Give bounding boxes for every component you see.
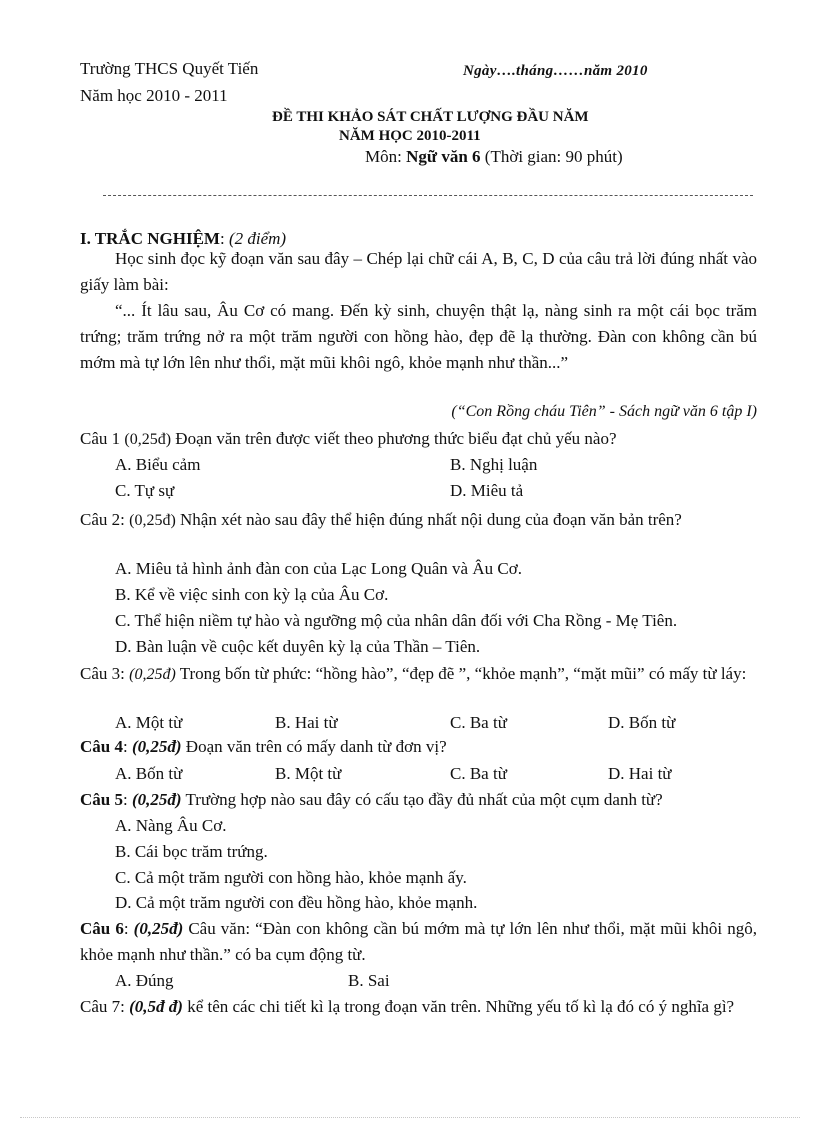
section1-colon: :	[219, 229, 225, 248]
section1-heading: I. TRẮC NGHIỆM	[80, 229, 220, 248]
q2-option-d: D. Bàn luận về cuộc kết duyên kỳ lạ của Thần – Tiên.	[115, 637, 481, 656]
section1-points: (2 điểm)	[224, 229, 287, 248]
q5-option-c: C. Cả một trăm người con hồng hào, khỏe mạnh ấy.	[115, 868, 467, 887]
q2-points: (0,25đ)	[129, 512, 176, 529]
q1-option-d: D. Miêu tả	[450, 481, 524, 500]
header-divider	[103, 195, 753, 196]
q5-option-a: A. Nàng Âu Cơ.	[115, 816, 227, 835]
exam-title-line2: NĂM HỌC 2010-2011	[339, 128, 481, 144]
exam-date: Ngày….tháng……năm 2010	[463, 63, 648, 79]
q4-option-d: D. Hai từ	[608, 764, 672, 783]
page-bottom-border	[20, 1117, 800, 1118]
exam-title-line1: ĐỀ THI KHẢO SÁT CHẤT LƯỢNG ĐẦU NĂM	[272, 109, 589, 125]
q4-text: Đoạn văn trên có mấy danh từ đơn vị?	[181, 737, 447, 756]
q3-points: (0,25đ)	[129, 666, 176, 683]
q4-option-a: A. Bốn từ	[115, 764, 183, 783]
q4-points: (0,25đ)	[131, 737, 182, 756]
q2-option-b: B. Kể về việc sinh con kỳ lạ của Âu Cơ.	[115, 585, 389, 604]
q5-option-d: D. Cả một trăm người con đều hồng hào, khỏe mạnh.	[115, 893, 478, 912]
passage-source: (“Con Rồng cháu Tiên” - Sách ngữ văn 6 tập I)	[451, 403, 757, 420]
q1-text: Đoạn văn trên được viết theo phương thức biểu đạt chủ yếu nào?	[171, 429, 617, 448]
q3-label: Câu 3:	[80, 664, 130, 683]
q5-text: Trường hợp nào sau đây có cấu tạo đầy đủ nhất của một cụm danh từ?	[181, 790, 663, 809]
question-5	[80, 790, 663, 810]
q1-option-c: C. Tự sự	[115, 481, 175, 500]
q6-points: (0,25đ)	[133, 919, 184, 938]
question-6	[80, 916, 757, 968]
q3-option-a: A. Một từ	[115, 713, 183, 732]
q2-option-c: C. Thể hiện niềm tự hào và ngưỡng mộ của nhân dân đối với Cha Rồng - Mẹ Tiên.	[115, 611, 678, 630]
q3-text: Trong bốn từ phức: “hồng hào”, “đẹp đẽ ”, “khỏe mạnh”, “mặt mũi” có mấy từ láy:	[175, 664, 747, 683]
q3-option-d: D. Bốn từ	[608, 713, 676, 732]
question-3	[80, 661, 757, 713]
q6-option-b: B. Sai	[348, 971, 390, 990]
subject-name: Ngữ văn 6	[406, 147, 481, 166]
q6-label: Câu 6	[80, 919, 124, 938]
q5-label: Câu 5	[80, 790, 123, 809]
q1-label: Câu 1	[80, 429, 125, 448]
q3-option-c: C. Ba từ	[450, 713, 507, 732]
reading-passage: “... Ít lâu sau, Âu Cơ có mang. Đến kỳ sinh, chuyện thật lạ, nàng sinh ra một cái bọc trăm trứng; trăm trứng nở ra một trăm người con hồng hào, đẹp đẽ lạ thường. Đàn con không cần bú mớm mà tự lớn lên như thổi, mặt mũi khôi ngô, khỏe mạnh như thần...”	[80, 301, 757, 372]
q7-text: kể tên các chi tiết kì lạ trong đoạn văn trên. Những yếu tố kì lạ đó có ý nghĩa gì?	[182, 997, 735, 1016]
q4-label: Câu 4	[80, 737, 123, 756]
q5-points: (0,25đ)	[131, 790, 182, 809]
q4-colon: :	[122, 737, 132, 756]
q1-points: (0,25đ)	[124, 431, 172, 448]
q6-option-a: A. Đúng	[115, 971, 174, 990]
q6-text: Câu văn: “Đàn con không cần bú mớm mà tự lớn lên như thổi, mặt mũi khôi ngô, khỏe mạnh như thần.” có ba cụm động từ.	[80, 919, 757, 964]
question-1	[80, 429, 617, 449]
q2-option-a: A. Miêu tả hình ảnh đàn con của Lạc Long Quân và Âu Cơ.	[115, 559, 522, 578]
q1-option-a: A. Biểu cảm	[115, 455, 201, 474]
q7-points: (0,5đ đ)	[129, 997, 183, 1016]
q2-label: Câu 2:	[80, 510, 130, 529]
q5-option-b: B. Cái bọc trăm trứng.	[115, 842, 268, 861]
question-7	[80, 994, 757, 1046]
q5-colon: :	[122, 790, 132, 809]
question-4	[80, 737, 447, 757]
school-name: Trường THCS Quyết Tiến	[80, 59, 259, 78]
q3-option-b: B. Hai từ	[275, 713, 338, 732]
exam-subject-line	[365, 147, 623, 167]
q4-option-b: B. Một từ	[275, 764, 342, 783]
question-2	[80, 507, 757, 559]
q7-label: Câu 7:	[80, 997, 130, 1016]
section1-instruction: Học sinh đọc kỹ đoạn văn sau đây – Chép lại chữ cái A, B, C, D của câu trả lời đúng nhất vào giấy làm bài:	[80, 249, 757, 294]
q4-option-c: C. Ba từ	[450, 764, 507, 783]
school-year: Năm học 2010 - 2011	[80, 86, 228, 105]
q6-colon: :	[123, 919, 134, 938]
q1-option-b: B. Nghị luận	[450, 455, 538, 474]
subject-time: (Thời gian: 90 phút)	[480, 147, 623, 166]
subject-prefix: Môn:	[365, 147, 407, 166]
q2-text: Nhận xét nào sau đây thể hiện đúng nhất nội dung của đoạn văn bản trên?	[175, 510, 682, 529]
